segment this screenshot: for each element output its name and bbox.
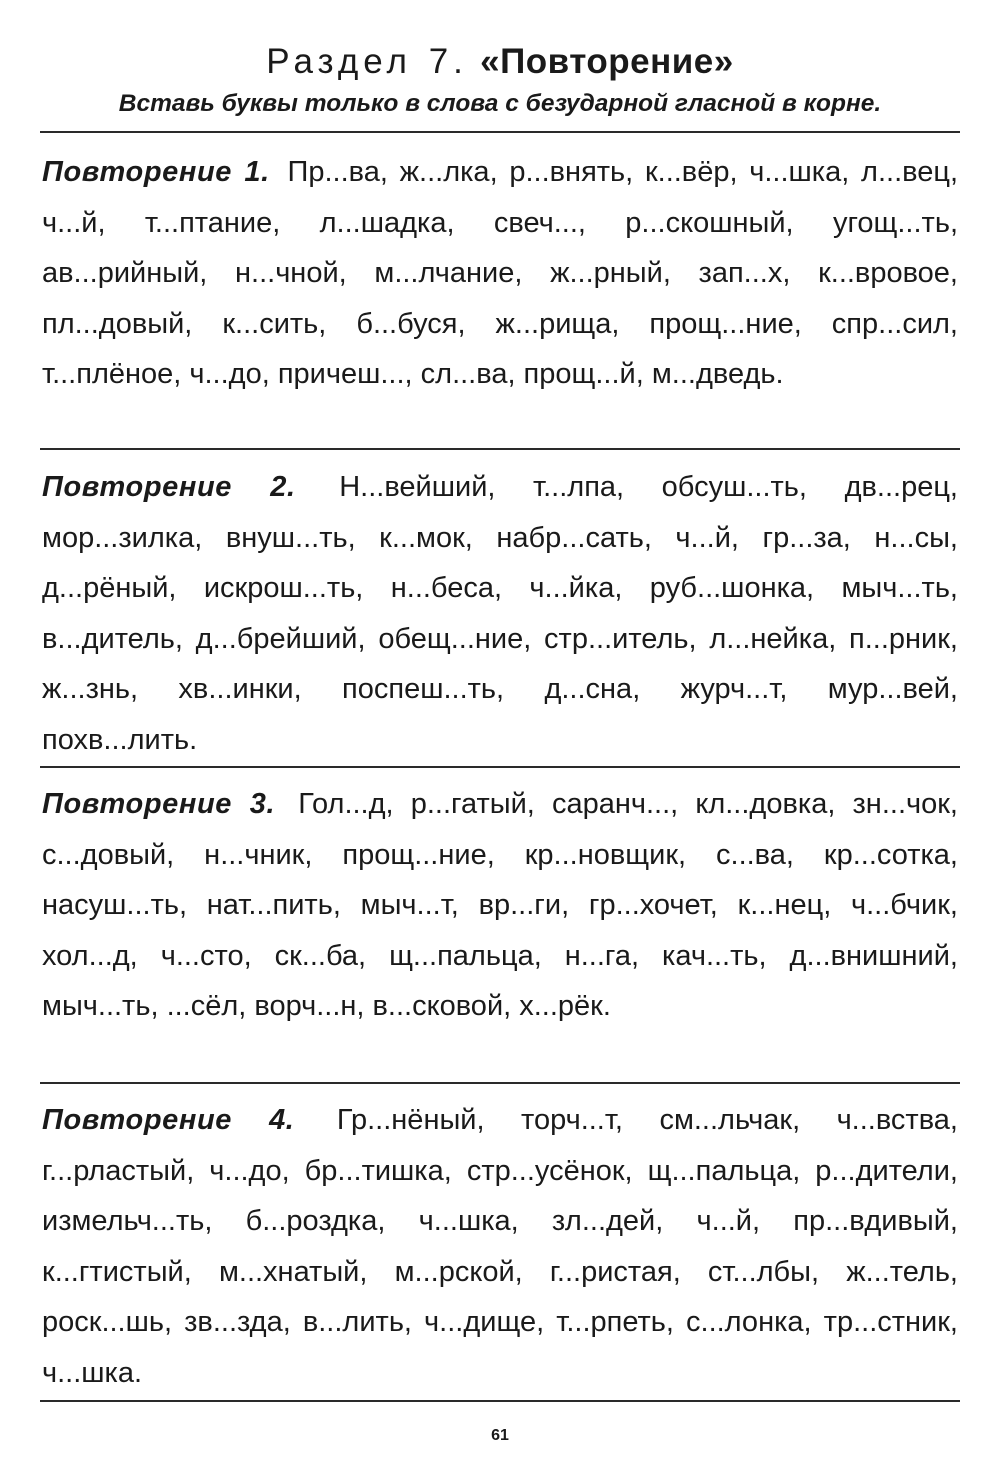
exercise-4-label: Повторение 4. bbox=[42, 1104, 295, 1136]
exercise-1-text: Пр...ва, ж...лка, р...внять, к...вёр, ч...шка, л...вец, ч...й, т...птание, л...шадка, свеч..., р...скошный, угощ...ть, ав...рийный, н...чной, м...лчание, ж...рный, зап...х, к...вровое, пл...довый, к...сить, б...буся, ж...рища, прощ...ние, спр...сил, т...плёное, ч...до, причеш..., сл...ва, прощ...й, м...дведь. bbox=[42, 156, 958, 391]
page-number: 61 bbox=[491, 1427, 509, 1444]
section-title: «Повторение» bbox=[480, 42, 734, 81]
section-number: Раздел 7. bbox=[266, 42, 468, 81]
divider-2 bbox=[40, 766, 960, 768]
exercise-1 bbox=[42, 147, 958, 400]
divider-top bbox=[40, 131, 960, 133]
page-header bbox=[0, 0, 1000, 120]
exercise-2 bbox=[42, 462, 958, 766]
exercise-3 bbox=[42, 779, 958, 1032]
exercise-4-text: Гр...нёный, торч...т, см...льчак, ч...вства, г...рластый, ч...до, бр...тишка, стр...усёнок, щ...пальца, р...дители, измельч...ть, б...роздка, ч...шка, зл...дей, ч...й, пр...вдивый, к...гтистый, м...хнатый, м...рской, г...ристая, ст...лбы, ж...тель, роск...шь, зв...зда, в...лить, ч...дище, т...рпеть, с...лонка, тр...стник, ч...шка. bbox=[42, 1104, 958, 1389]
exercise-3-label: Повторение 3. bbox=[42, 788, 276, 820]
exercise-3-text: Гол...д, р...гатый, саранч..., кл...довка, зн...чок, с...довый, н...чник, прощ...ние, кр...новщик, с...ва, кр...сотка, насуш...ть, нат...пить, мыч...т, вр...ги, гр...хочет, к...нец, ч...бчик, хол...д, ч...сто, ск...ба, щ...пальца, н...га, кач...ть, д...внишний, мыч...ть, ...сёл, ворч...н, в...сковой, х...рёк. bbox=[42, 788, 958, 1023]
exercise-2-label: Повторение 2. bbox=[42, 471, 296, 503]
divider-3 bbox=[40, 1082, 960, 1084]
exercise-1-label: Повторение 1. bbox=[42, 156, 270, 188]
exercise-2-text: Н...вейший, т...лпа, обсуш...ть, дв...рец, мор...зилка, внуш...ть, к...мок, набр...сать, ч...й, гр...за, н...сы, д...рёный, искрош...ть, н...беса, ч...йка, руб...шонка, мыч...ть, в...дитель, д...брейший, обещ...ние, стр...итель, л...нейка, п...рник, ж...знь, хв...инки, поспеш...ть, д...сна, журч...т, мур...вей, похв...лить. bbox=[42, 471, 958, 756]
instruction-text: Вставь буквы только в слова с безударной гласной в корне. bbox=[118, 90, 882, 117]
section-heading bbox=[0, 38, 1000, 86]
divider-bottom bbox=[40, 1400, 960, 1402]
divider-1 bbox=[40, 448, 960, 450]
exercise-4 bbox=[42, 1095, 958, 1399]
